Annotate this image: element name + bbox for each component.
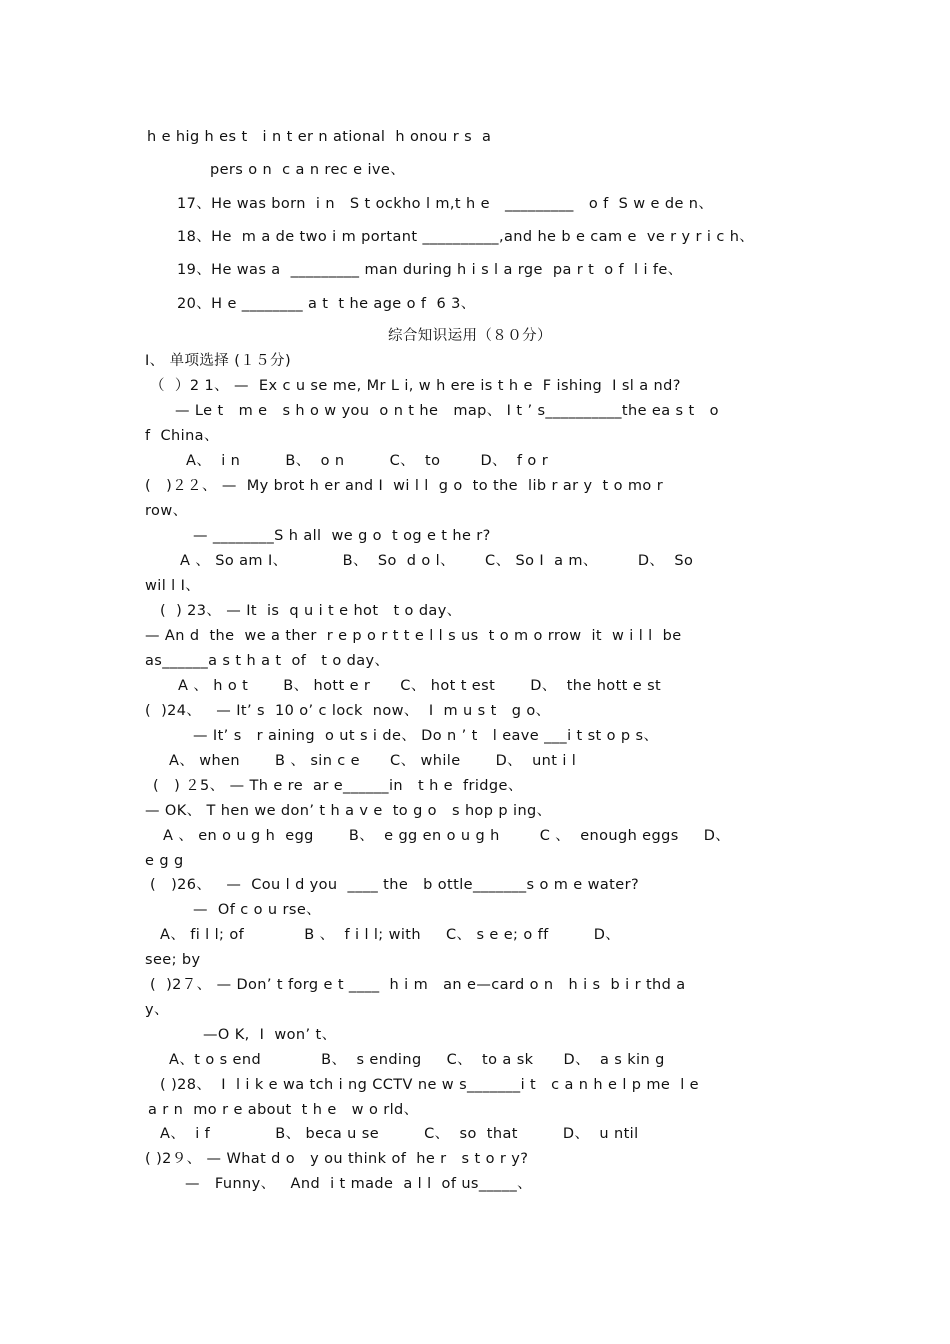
options-24: A、 when B 、 sin c e C、 while D、 unt i l [169,753,577,769]
text-line: — OK、 T hen we don’ t h a v e to g o s hop p ing、 [145,803,552,819]
options-27: A、t o s end B、 s ending C、 to a sk D、 a s kin g [169,1052,665,1068]
section-title: 综合知识运用（８０分） [388,328,552,344]
options-26: A、 fi l l; of B 、 f i l l; with C、 s e e; o ff D、 [160,927,621,943]
text-line: see; by [145,952,201,968]
text-line: — ________S h all we g o t og e t he r? [193,528,491,544]
options-23: A 、 h o t B、 hott e r C、 hot t est D、 the hott e st [178,678,662,694]
text-line: pers o n c a n rec e ive、 [210,162,406,178]
text-line: h e hig h es t i n t er n ational h onou r s a [147,129,492,145]
question-26: ( )26、 — Cou l d you ____ the b ottle_______s o m e water? [150,877,640,893]
question-23: ( ) 23、 — It is q u i t e hot t o day、 [160,603,462,619]
question-27: ( )2７、 — Don’ t forg e t ____ h i m an e—card o n h i s b i r thd a [150,977,686,993]
question-22: ( )２２、 — My brot h er and I wi l l g o to the lib r ar y t o mo r [145,478,664,494]
text-line: — Funny、 And i t made a l l of us_____、 [185,1176,533,1192]
text-line: 20、H e ________ a t t he age o f 6 3、 [177,296,476,312]
text-line: — It’ s r aining o ut s i de、 Do n ’ t l eave ___i t st o p s、 [193,728,659,744]
text-line: 19、He was a _________ man during h i s l a rge pa r t o f l i fe、 [177,262,683,278]
text-line: — Le t m e s h o w you o n t he map、 I t ’ s__________the ea s t o [175,403,719,419]
question-21: （ ）2 1、 — Ex c u se me, Mr L i, w h ere is t h e F ishing I sl a nd? [150,378,681,394]
options-22: A 、 So am I、 B、 So d o l、 C、 So I a m、 D、 So [180,553,694,569]
options-28: A、 i f B、 beca u se C、 so that D、 u ntil [160,1126,639,1142]
question-25: ( ) ２5、 — Th e re ar e______in t h e fridge、 [153,778,523,794]
text-line: 17、He was born i n S t ockho l m,t h e _________ o f S w e de n、 [177,196,714,212]
text-line: — Of c o u rse、 [193,902,322,918]
text-line: row、 [145,503,188,519]
text-line: 18、He m a de two i m portant __________,and he b e cam e ve r y r i c h、 [177,229,755,245]
text-line: a r n mo r e about t h e w o rld、 [148,1102,419,1118]
question-24: ( )24、 — It’ s 10 o’ c lock now、 I m u s t g o、 [145,703,551,719]
text-line: — An d the we a ther r e p o r t t e l l s us t o m o rrow it w i l l be [145,628,682,644]
text-line: e g g [145,853,184,869]
text-line: y、 [145,1002,169,1018]
text-line: f China、 [145,428,219,444]
options-21: A、 i n B、 o n C、 to D、 f o r [186,453,549,469]
question-28: ( )28、 I l i k e wa tch i ng CCTV ne w s_______i t c a n h e l p me l e [160,1077,700,1093]
text-line: as______a s t h a t of t o day、 [145,653,390,669]
section-heading: Ⅰ、 单项选择 (１５分) [145,353,292,369]
options-25: A 、 en o u g h egg B、 e gg en o u g h C 、 enough eggs D、 [163,828,731,844]
text-line: —O K, I won’ t、 [203,1027,337,1043]
text-line: wil l I、 [145,578,201,594]
question-29: ( )2９、 — What d o y ou think of he r s t o r y? [145,1151,529,1167]
